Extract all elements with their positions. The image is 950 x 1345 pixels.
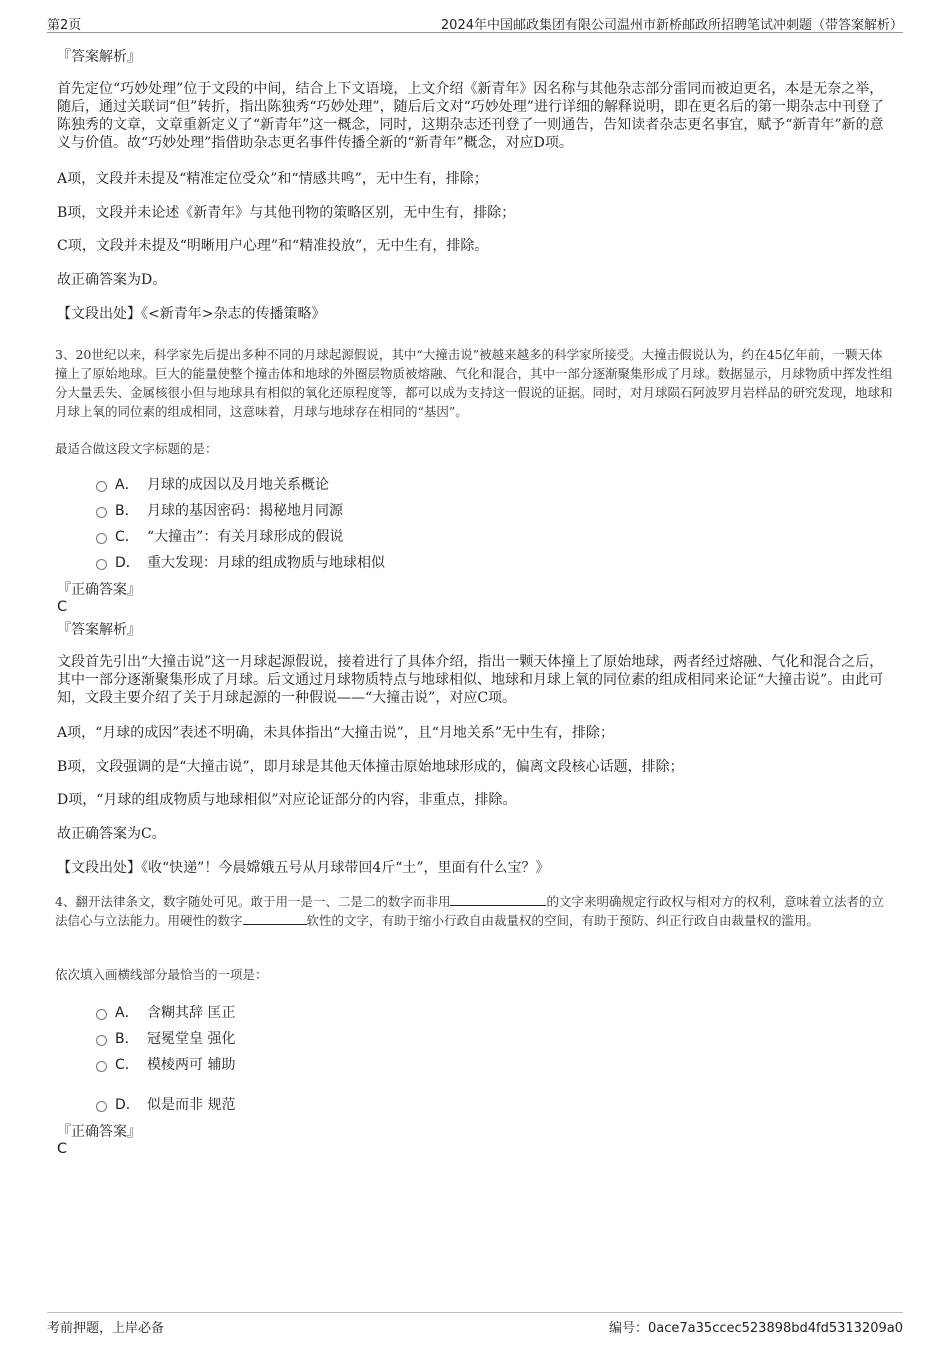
- q4-stem: 4、翻开法律条文，数字随处可见。敢于用一是一、二是二的数字而非用 的文字来明确规定行政权与相对方的权利，意味着立法者的立法信心与立法能力。用硬性的数字 软性的文字，有助于缩小行政自由裁量权的空间，有助于预防、纠正行政自由裁量权的滥用。: [55, 894, 884, 928]
- radio-icon[interactable]: [96, 1101, 107, 1112]
- q3-analysis-option-a: A项，“月球的成因”表述不明确，未具体指出“大撞击说”，且“月地关系”无中生有，排除；: [57, 725, 615, 741]
- q3-analysis-option-d: D项，“月球的组成物质与地球相似”对应论证部分的内容，非重点，排除。: [57, 792, 517, 808]
- q4-prompt: 依次填入画横线部分最恰当的一项是：: [55, 967, 268, 982]
- page-footer: [47, 1312, 903, 1336]
- q3-answer: C: [57, 599, 68, 615]
- page-number: 第2页: [47, 18, 82, 33]
- q3-option-b[interactable]: B． 月球的基因密码：揭秘地月同源: [96, 500, 343, 520]
- q2-analysis-label: 『答案解析』: [57, 49, 141, 65]
- q3-analysis-label: 『答案解析』: [57, 622, 141, 638]
- radio-icon[interactable]: [96, 481, 107, 492]
- q2-analysis-paragraph: 首先定位“巧妙处理”位于文段的中间，结合上下文语境，上文介绍《新青年》因名称与其他杂志部分雷同而被迫更名，本是无奈之举，随后，通过关联词“但”转折，指出陈独秀“巧妙处理”，随后后文对“巧妙处理”进行详细的解释说明，即在更名后的第一期杂志中刊登了陈独秀的文章，文章重新定义了“新青年”这一概念，同时，这期杂志还刊登了一则通告，告知读者杂志更名事宜，赋予“新青年”新的意义与价值。故“巧妙处理”指借助杂志更名事件传播全新的“新青年”概念，对应D项。: [57, 81, 884, 151]
- q4-option-c[interactable]: C． 模棱两可 辅助: [96, 1054, 235, 1074]
- document-title: 2024年中国邮政集团有限公司温州市新桥邮政所招聘笔试冲刺题（带答案解析）: [440, 18, 903, 33]
- q3-source: 【文段出处】《收“快递”！今晨嫦娥五号从月球带回4斤“土”，里面有什么宝？》: [57, 860, 550, 876]
- q2-analysis-option-a: A项，文段并未提及“精准定位受众”和“情感共鸣”，无中生有，排除；: [57, 171, 488, 187]
- q3-option-a[interactable]: A． 月球的成因以及月地关系概论: [96, 474, 329, 494]
- page-header: [47, 10, 903, 33]
- q4-option-d[interactable]: D． 似是而非 规范: [96, 1094, 235, 1114]
- q4-option-b[interactable]: B． 冠冕堂皇 强化: [96, 1028, 235, 1048]
- q3-answer-label: 『正确答案』: [57, 582, 141, 598]
- q3-conclusion: 故正确答案为C。: [57, 826, 166, 842]
- q3-option-d[interactable]: D． 重大发现：月球的组成物质与地球相似: [96, 552, 385, 572]
- q4-blank-1: [450, 893, 546, 906]
- radio-icon[interactable]: [96, 1009, 107, 1020]
- q3-stem: 3、20世纪以来，科学家先后提出多种不同的月球起源假说，其中“大撞击说”被越来越多的科学家所接受。大撞击假说认为，约在45亿年前，一颗天体撞上了原始地球。巨大的能量使整个撞击体和地球的外圈层物质被熔融、气化和混合，其中一部分逐渐聚集形成了月球。数据显示，月球物质中挥发性组分大量丢失、金属核很小但与地球具有相似的氧化还原程度等，都可以成为支持这一假说的证据。同时，对月球陨石阿波罗月岩样品的研究发现，地球和月球上氧的同位素的组成相同，这意味着，月球与地球存在相同的“基因”。: [55, 347, 893, 419]
- q4-option-a[interactable]: A． 含糊其辞 匡正: [96, 1002, 235, 1022]
- q3-option-c[interactable]: C． “大撞击”：有关月球形成的假说: [96, 526, 343, 546]
- radio-icon[interactable]: [96, 507, 107, 518]
- footer-doc-id: 编号：0ace7a35ccec523898bd4fd5313209a0: [609, 1321, 903, 1336]
- q2-conclusion: 故正确答案为D。: [57, 272, 167, 288]
- radio-icon[interactable]: [96, 559, 107, 570]
- q3-analysis-paragraph: 文段首先引出“大撞击说”这一月球起源假说，接着进行了具体介绍，指出一颗天体撞上了原始地球，两者经过熔融、气化和混合之后，其中一部分逐渐聚集形成了月球。后文通过月球物质特点与地球相似、地球和月球上氧的同位素的组成相同来论证“大撞击说”。由此可知，文段主要介绍了关于月球起源的一种假说——“大撞击说”，对应C项。: [57, 654, 884, 706]
- footer-slogan: 考前押题，上岸必备: [47, 1321, 165, 1336]
- q4-answer: C: [57, 1141, 68, 1157]
- q3-analysis-option-b: B项，文段强调的是“大撞击说”，即月球是其他天体撞击原始地球形成的，偏离文段核心话题，排除；: [57, 759, 684, 775]
- q4-answer-label: 『正确答案』: [57, 1124, 141, 1140]
- radio-icon[interactable]: [96, 1035, 107, 1046]
- q2-analysis-option-b: B项，文段并未论述《新青年》与其他刊物的策略区别，无中生有，排除；: [57, 205, 516, 221]
- q4-blank-2: [243, 912, 307, 925]
- q3-prompt: 最适合做这段文字标题的是：: [55, 441, 218, 456]
- radio-icon[interactable]: [96, 1061, 107, 1072]
- q2-analysis-option-c: C项，文段并未提及“明晰用户心理”和“精准投放”，无中生有，排除。: [57, 238, 489, 254]
- radio-icon[interactable]: [96, 533, 107, 544]
- q2-source: 【文段出处】《<新青年>杂志的传播策略》: [57, 306, 326, 322]
